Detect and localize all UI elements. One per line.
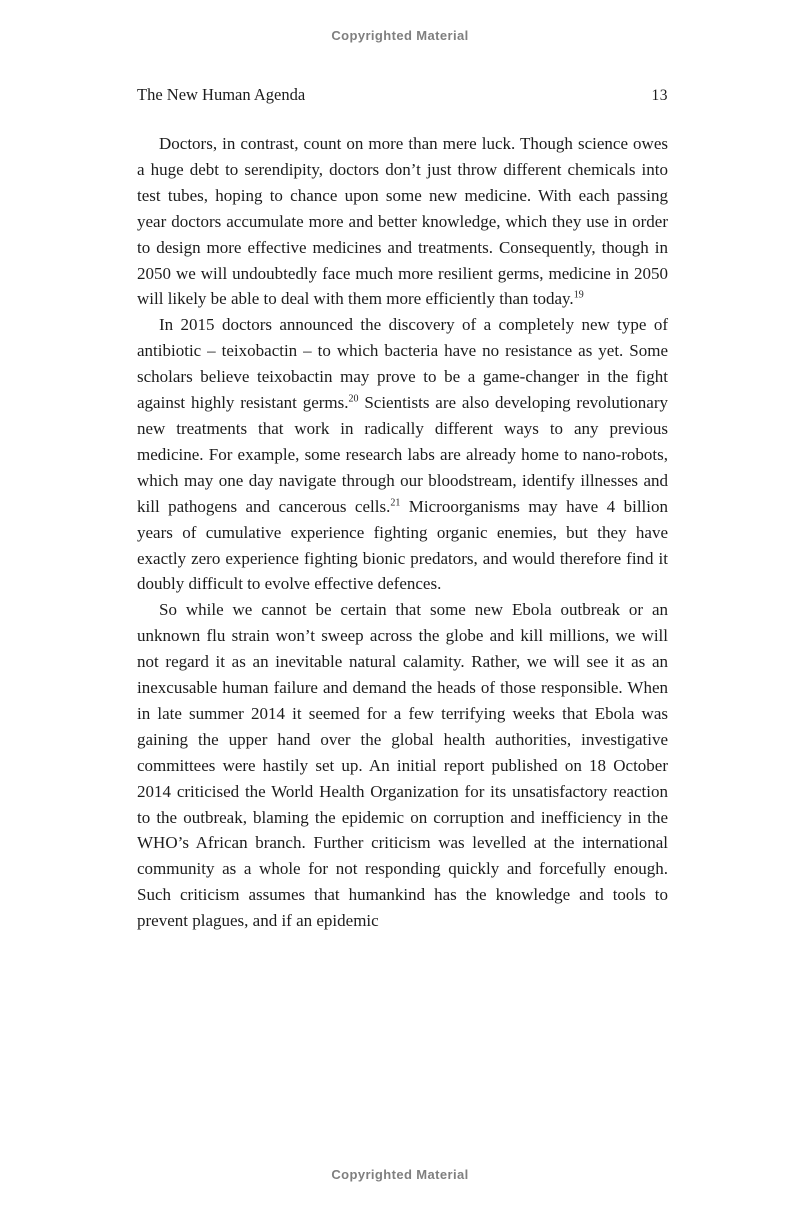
paragraph-text: Scientists are also developing revolutionary new treatments that work in radically different ways to any previous medicine. For example, some research labs are already home to nano-robots, which may one day navigate through our bloodstream, identify illnesses and kill pathogens and cancerous cells. — [137, 393, 668, 516]
page-number: 13 — [651, 87, 668, 104]
running-head — [137, 85, 668, 105]
footnote-reference: 19 — [573, 289, 584, 301]
paragraph — [137, 312, 668, 597]
body-text — [137, 131, 668, 934]
chapter-title: The New Human Agenda — [137, 85, 306, 104]
copyright-footer: Copyrighted Material — [331, 1167, 469, 1182]
paragraph — [137, 597, 668, 934]
paragraph-text: Doctors, in contrast, count on more than mere luck. Though science owes a huge debt to serendipity, doctors don’t just throw different chemicals into test tubes, hoping to chance upon some new medicine. With each passing year doctors accumulate more and better knowledge, which they use in order to design more effective medicines and treatments. Consequently, though in 2050 we will undoubtedly face much more resilient germs, medicine in 2050 will likely be able to deal with them more efficiently than today. — [137, 134, 668, 309]
paragraph — [137, 131, 668, 312]
footnote-reference: 20 — [348, 393, 359, 405]
paragraph-text: Microorganisms may have 4 billion years of cumulative experience fighting organic enemies, but they have exactly zero experience fighting bionic predators, and would therefore find it doubly difficult to evolve effective defences. — [137, 496, 669, 594]
paragraph-text: So while we cannot be certain that some new Ebola outbreak or an unknown flu strain won’t sweep across the globe and kill millions, we will not regard it as an inevitable natural calamity. Rather, we will see it as an inexcusable human failure and demand the heads of those responsible. When in late summer 2014 it seemed for a few terrifying weeks that Ebola was gaining the upper hand over the global health authorities, investigative committees were hastily set up. An initial report published on 18 October 2014 criticised the World Health Organization for its unsatisfactory reaction to the outbreak, blaming the epidemic on corruption and inefficiency in the WHO’s African branch. Further criticism was levelled at the international community as a whole for not responding quickly and forcefully enough. Such criticism assumes that humankind has the knowledge and tools to prevent plagues, and if an epidemic — [137, 600, 668, 931]
copyright-header: Copyrighted Material — [331, 28, 469, 43]
footnote-reference: 21 — [390, 497, 401, 509]
paragraph-text: In 2015 doctors announced the discovery of a completely new type of antibiotic – teixobactin – to which bacteria have no resistance as yet. Some scholars believe teixobactin may prove to be a game-changer in the fight against highly resistant germs. — [137, 315, 668, 413]
